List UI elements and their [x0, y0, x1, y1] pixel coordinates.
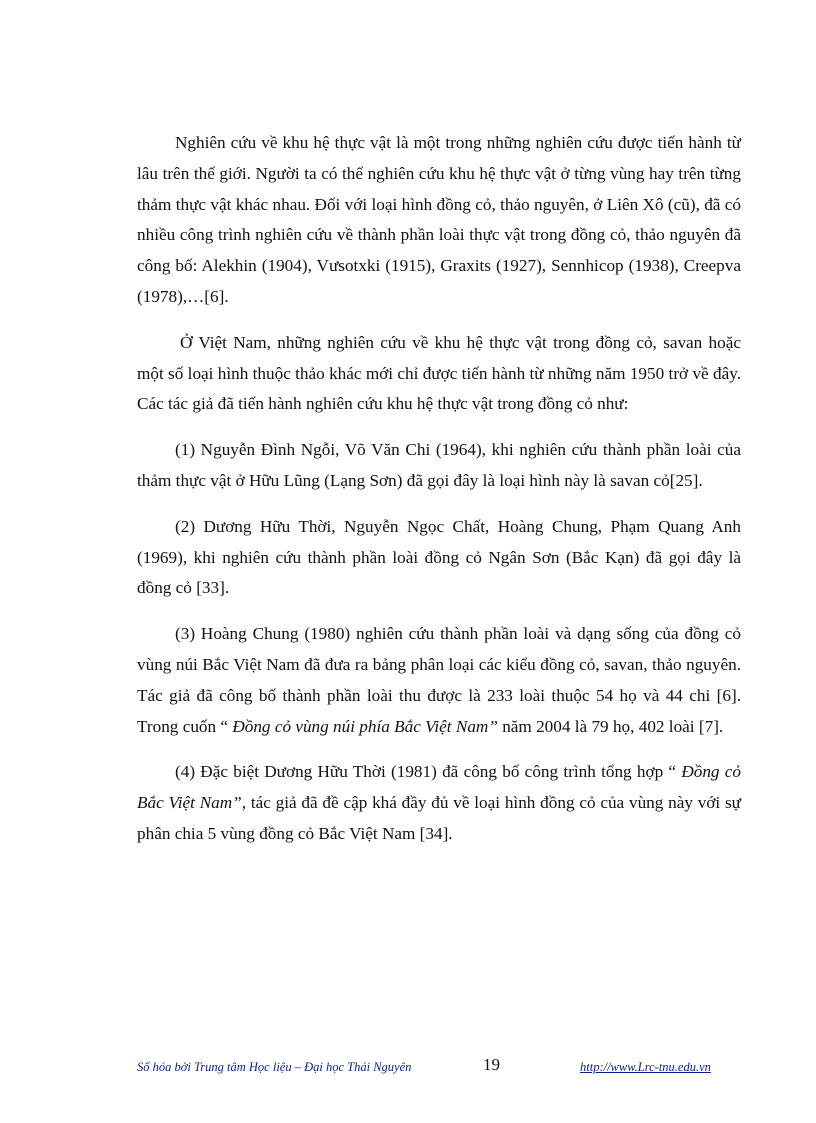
- item-4-text: (4) Đặc biệt Dương Hữu Thời (1981) đã công bố công trình tổng hợp “: [175, 762, 682, 782]
- paragraph-item-4: [137, 757, 741, 849]
- paragraph-item-1: (1) Nguyễn Đình Ngỗi, Võ Văn Chi (1964), khi nghiên cứu thành phần loài của thảm thực vật ở Hữu Lũng (Lạng Sơn) đã gọi đây là loại hình này là savan cỏ[25].: [137, 440, 741, 490]
- book-title-dong-co-bac-viet-nam: Đồng cỏ Bắc Việt Nam”: [137, 762, 741, 813]
- item-3-text-end: năm 2004 là 79 họ, 402 loài [7].: [497, 716, 724, 736]
- item-3-text: (3) Hoàng Chung (1980) nghiên cứu thành phần loài và dạng sống của đồng cỏ vùng núi Bắc Việt Nam đã đưa ra bảng phân loại các kiểu đồng cỏ, savan, thảo nguyên. Tác giả đã công bố thành phần loài thu được là 233 loài thuộc 54 họ và 44 chi [6]. Trong cuốn “: [137, 624, 741, 736]
- footer-link[interactable]: http://www.Lrc-tnu.edu.vn: [580, 1060, 711, 1074]
- paragraph-vietnam: Ở Việt Nam, những nghiên cứu về khu hệ thực vật trong đồng cỏ, savan hoặc một số loại hình thuộc thảo khác mới chỉ được tiến hành từ những năm 1950 trở về đây. Các tác giả đã tiến hành nghiên cứu khu hệ thực vật trong đồng cỏ như:: [137, 332, 741, 414]
- page-body: [137, 128, 741, 865]
- paragraph-intro: Nghiên cứu về khu hệ thực vật là một trong những nghiên cứu được tiến hành từ lâu trên thế giới. Người ta có thể nghiên cứu khu hệ thực vật ở từng vùng hay trên từng thảm thực vật khác nhau. Đối với loại hình đồng cỏ, thảo nguyên, ở Liên Xô (cũ), đã có nhiều công trình nghiên cứu về thành phần loài thực vật trong đồng cỏ, thảo nguyên đã công bố: Alekhin (1904), Vưsotxki (1915), Graxits (1927), Sennhicop (1938), Creepva (1978),…[6].: [137, 133, 741, 306]
- page-number: 19: [483, 1055, 500, 1074]
- page-footer: [0, 1055, 816, 1079]
- footer-credit: Số hóa bởi Trung tâm Học liệu – Đại học Thái Nguyên: [137, 1060, 412, 1074]
- paragraph-item-2: (2) Dương Hữu Thời, Nguyễn Ngọc Chất, Hoàng Chung, Phạm Quang Anh (1969), khi nghiên cứu thành phần loài đồng cỏ Ngân Sơn (Bắc Kạn) đã gọi đây là đồng cỏ [33].: [137, 516, 741, 598]
- item-4-text-end: , tác giả đã đề cập khá đầy đủ về loại hình đồng cỏ của vùng này với sự phân chia 5 vùng đồng cỏ Bắc Việt Nam [34].: [137, 793, 741, 843]
- book-title-dong-co-vung-nui: Đồng cỏ vùng núi phía Bắc Việt Nam”: [232, 716, 498, 736]
- paragraph-item-3: [137, 619, 741, 742]
